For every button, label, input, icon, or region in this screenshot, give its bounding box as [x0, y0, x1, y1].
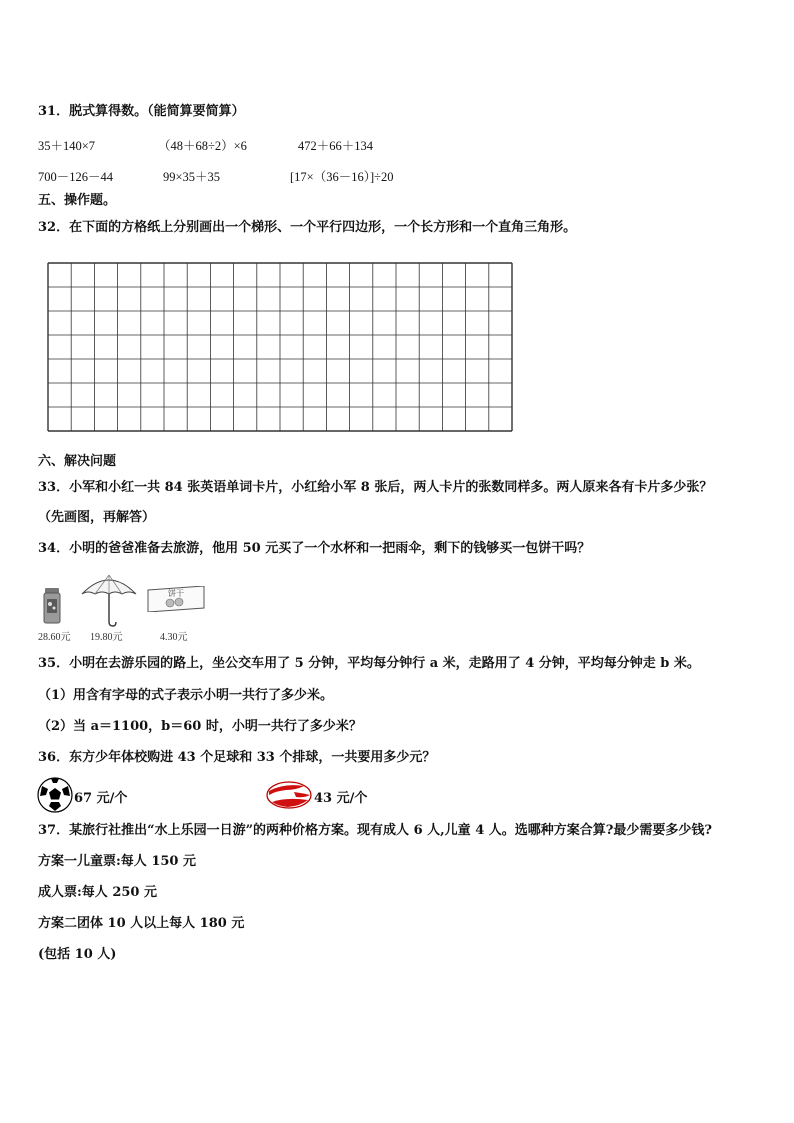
- q37-line-4: (包括 10 人): [38, 947, 117, 962]
- q31-expr-2: （48＋68÷2）×6: [158, 139, 247, 153]
- q37-line-3: 方案二团体 10 人以上每人 180 元: [38, 916, 245, 931]
- q31-title: 31．脱式算得数。（能简算要简算）: [38, 104, 245, 119]
- q32-title: 32．在下面的方格纸上分别画出一个梯形、一个平行四边形，一个长方形和一个直角三角形。: [38, 220, 577, 235]
- q35-title: 35．小明在去游乐园的路上，坐公交车用了 5 分钟，平均每分钟行 a 米，走路用了 4 分钟，平均每分钟走 b 米。: [38, 656, 700, 671]
- q31-expr-1: 35＋140×7: [38, 139, 96, 153]
- umbrella-icon: [80, 572, 138, 628]
- q33-line-1: 33．小军和小红一共 84 张英语单词卡片，小红给小军 8 张后，两人卡片的张数同样多。两人原来各有卡片多少张？: [38, 480, 713, 495]
- cup-icon: [40, 586, 66, 626]
- soccer-price: 67 元/个: [74, 791, 128, 806]
- section-6-heading: 六、解决问题: [38, 454, 117, 469]
- soccer-ball-icon: [37, 777, 73, 813]
- q34-title: 34．小明的爸爸准备去旅游，他用 50 元买了一个水杯和一把雨伞，剩下的钱够买一包饼干吗？: [38, 541, 591, 556]
- q35-part-2: （2）当 a＝1100，b＝60 时，小明一共行了多少米？: [38, 719, 362, 734]
- q36-title: 36．东方少年体校购进 43 个足球和 33 个排球，一共要用多少元？: [38, 750, 436, 765]
- q37-line-1: 方案一儿童票:每人 150 元: [38, 854, 196, 869]
- biscuit-price: 4.30元: [160, 632, 188, 643]
- umbrella-price: 19.80元: [90, 632, 123, 643]
- biscuit-label: 饼干: [168, 589, 184, 598]
- volleyball-icon: [266, 781, 312, 809]
- section-5-heading: 五、操作题。: [38, 193, 117, 208]
- q31-expr-5: 99×35＋35: [163, 170, 221, 184]
- cup-price: 28.60元: [38, 632, 71, 643]
- grid-paper: [46, 261, 514, 433]
- q31-expr-3: 472＋66＋134: [298, 139, 374, 153]
- biscuit-pack: [146, 586, 206, 612]
- q37-line-2: 成人票:每人 250 元: [38, 885, 157, 900]
- q33-line-2: （先画图，再解答）: [38, 510, 156, 525]
- q31-expr-4: 700－126－44: [38, 170, 114, 184]
- q31-expr-6: [17×（36－16）]÷20: [290, 170, 394, 184]
- q37-title: 37．某旅行社推出“水上乐园一日游”的两种价格方案。现有成人 6 人,儿童 4 人。选哪种方案合算?最少需要多少钱?: [38, 823, 713, 838]
- q35-part-1: （1）用含有字母的式子表示小明一共行了多少米。: [38, 688, 334, 703]
- volleyball-price: 43 元/个: [314, 791, 368, 806]
